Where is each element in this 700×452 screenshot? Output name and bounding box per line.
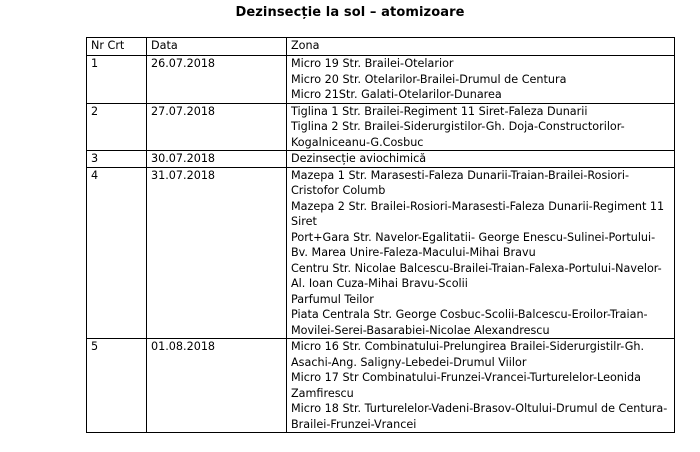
zone-entry: Parfumul Teilor bbox=[291, 292, 374, 306]
zone-entry: Tiglina 1 Str. Brailei-Regiment 11 Siret-Faleza Dunarii bbox=[291, 104, 588, 118]
cell-zone bbox=[287, 167, 675, 339]
zone-entry: Dezinsecție aviochimică bbox=[291, 152, 427, 165]
cell-date: 30.07.2018 bbox=[147, 151, 287, 168]
schedule-table bbox=[86, 37, 675, 433]
zone-entry: Micro 18 Str. Turturelelor-Vadeni-Brasov-Oltului-Drumul de Centura-Brailei-Frunzei-Vrancei bbox=[291, 402, 668, 431]
zone-entry: Micro 17 Str Combinatului-Frunzei-Vrancei-Turturelelor-Leonida Zamfirescu bbox=[291, 371, 641, 400]
zone-entry: Port+Gara Str. Navelor-Egalitatii- George Enescu-Sulinei-Portului-Bv. Marea Unire-Faleza-Macului-Mihai Bravu bbox=[291, 230, 656, 259]
table-row bbox=[87, 167, 675, 339]
table-row bbox=[87, 151, 675, 168]
cell-nr-crt: 4 bbox=[87, 167, 147, 339]
cell-date: 01.08.2018 bbox=[147, 339, 287, 433]
cell-nr-crt: 5 bbox=[87, 339, 147, 433]
zone-entry: Micro 19 Str. Brailei-Otelarior bbox=[291, 57, 454, 70]
zone-entry: Micro 20 Str. Otelarilor-Brailei-Drumul de Centura bbox=[291, 72, 567, 86]
zone-entry: Piata Centrala Str. George Cosbuc-Scolii-Balcescu-Eroilor-Traian-Movilei-Serei-Basarabiei-Nicolae Alexandrescu bbox=[291, 308, 648, 337]
cell-zone bbox=[287, 103, 675, 151]
header-zona: Zona bbox=[287, 38, 675, 56]
cell-zone bbox=[287, 151, 675, 168]
zone-entry: Mazepa 2 Str. Brailei-Rosiori-Marasesti-Faleza Dunarii-Regiment 11 Siret bbox=[291, 199, 665, 228]
cell-date: 31.07.2018 bbox=[147, 167, 287, 339]
zone-entry: Micro 21Str. Galati-Otelarilor-Dunarea bbox=[291, 88, 502, 101]
header-data: Data bbox=[147, 38, 287, 56]
table-header-row bbox=[87, 38, 675, 56]
cell-zone bbox=[287, 339, 675, 433]
zone-entry: Mazepa 1 Str. Marasesti-Faleza Dunarii-Traian-Brailei-Rosiori-Cristofor Columb bbox=[291, 168, 630, 197]
cell-date: 27.07.2018 bbox=[147, 103, 287, 151]
header-nr-crt: Nr Crt bbox=[87, 38, 147, 56]
zone-entry: Micro 16 Str. Combinatului-Prelungirea Brailei-Siderurgistilr-Gh. Asachi-Ang. Saligny-Lebedei-Drumul Viilor bbox=[291, 340, 645, 369]
table-row bbox=[87, 103, 675, 151]
cell-nr-crt: 2 bbox=[87, 103, 147, 151]
zone-entry: Centru Str. Nicolae Balcescu-Brailei-Traian-Falexa-Portului-Navelor-Al. Ioan Cuza-Mihai Bravu-Scolii bbox=[291, 261, 662, 290]
table-row bbox=[87, 339, 675, 433]
cell-date: 26.07.2018 bbox=[147, 56, 287, 104]
cell-nr-crt: 3 bbox=[87, 151, 147, 168]
cell-nr-crt: 1 bbox=[87, 56, 147, 104]
table-row bbox=[87, 56, 675, 104]
document-title: Dezinsecție la sol – atomizoare bbox=[235, 5, 465, 20]
zone-entry: Tiglina 2 Str. Brailei-Siderurgistilor-Gh. Doja-Constructorilor-Kogalniceanu-G.Cosbuc bbox=[291, 120, 625, 149]
cell-zone bbox=[287, 56, 675, 104]
